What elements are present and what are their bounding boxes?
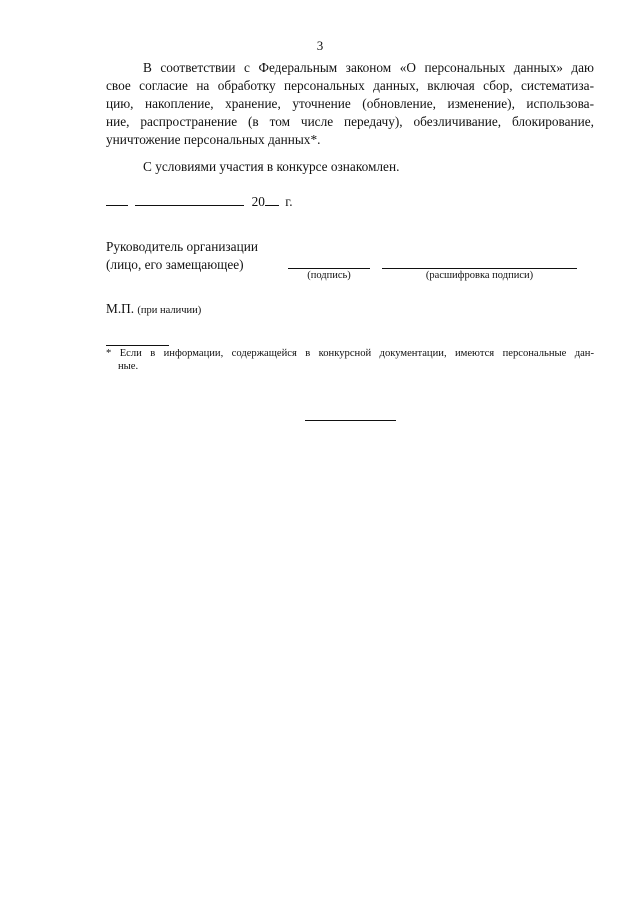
consent-line: ние, распространение (в том числе передачу), обезличивание, блокирование, xyxy=(106,114,594,129)
month-blank xyxy=(135,192,244,206)
year-prefix: 20 xyxy=(251,194,265,209)
consent-line: цию, накопление, хранение, уточнение (обновление, изменение), использова- xyxy=(106,96,594,111)
signatory-role xyxy=(106,238,258,274)
end-of-document-rule xyxy=(305,420,396,421)
stamp-label: М.П. xyxy=(106,301,135,316)
footnote-line: * Если в информации, содержащейся в конкурсной документации, имеются персональные дан- xyxy=(106,348,594,359)
year-suffix: г. xyxy=(285,194,293,209)
footnote-separator xyxy=(106,345,169,346)
stamp-note: (при наличии) xyxy=(137,305,202,316)
footnote xyxy=(106,347,594,373)
role-title: Руководитель организации xyxy=(106,239,258,254)
page-number: 3 xyxy=(316,38,324,53)
year-blank xyxy=(265,192,279,206)
day-blank xyxy=(106,192,128,206)
consent-line: В соответствии с Федеральным законом «О персональных данных» даю xyxy=(143,60,594,75)
acknowledgement-statement: С условиями участия в конкурсе ознакомлен. xyxy=(143,159,400,174)
consent-line: свое согласие на обработку персональных данных, включая сбор, систематиза- xyxy=(106,78,594,93)
role-substitute: (лицо, его замещающее) xyxy=(106,257,244,272)
signature-line xyxy=(288,268,370,269)
footnote-line: ные. xyxy=(118,361,139,372)
stamp-place xyxy=(106,301,201,317)
consent-paragraph xyxy=(106,59,594,149)
signature-caption: (подпись) xyxy=(307,270,351,281)
signature-decoding-caption: (расшифровка подписи) xyxy=(425,270,534,281)
consent-line: уничтожение персональных данных*. xyxy=(106,132,321,147)
signature-decoding-line xyxy=(382,268,577,269)
date-line xyxy=(106,192,293,210)
